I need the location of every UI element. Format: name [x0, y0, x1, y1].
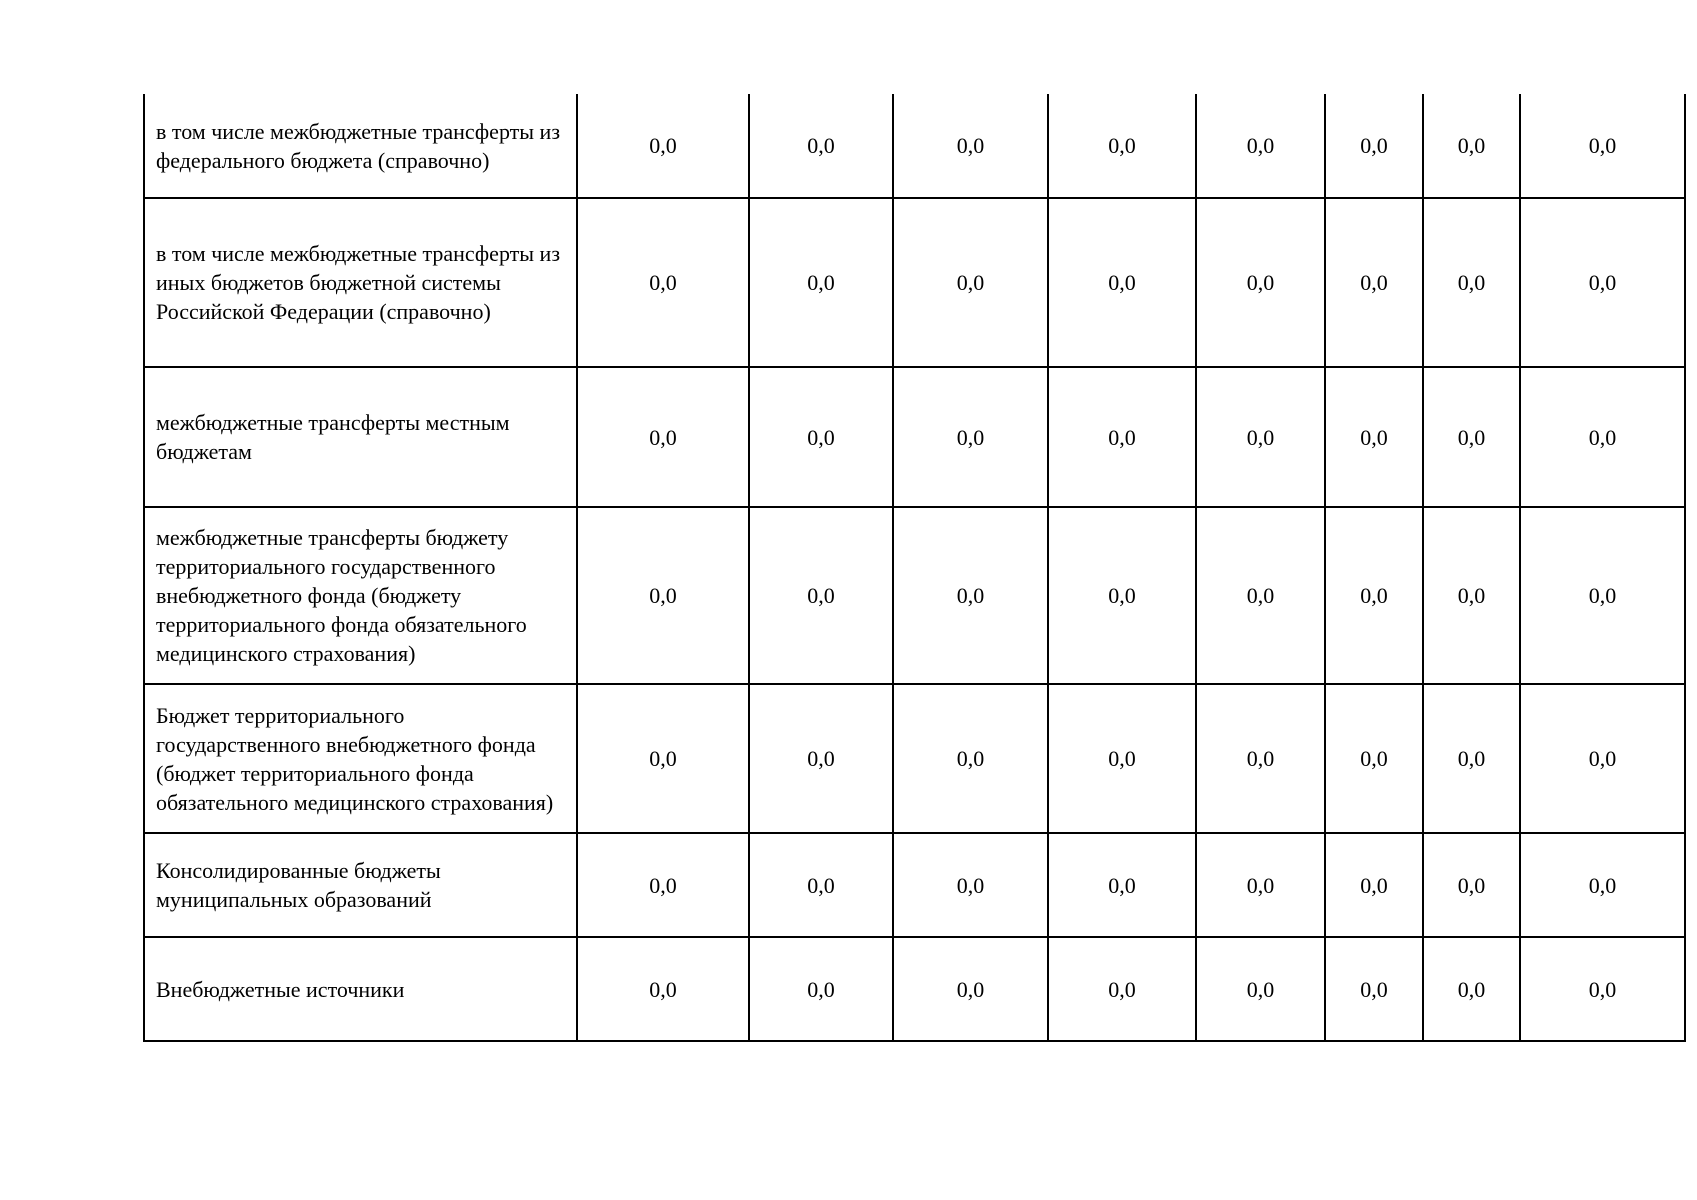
- value-cell: 0,0: [1520, 94, 1685, 198]
- value-cell: 0,0: [1325, 937, 1423, 1041]
- value-cell: 0,0: [1048, 507, 1196, 684]
- row-label: Бюджет территориального государственного внебюджетного фонда (бюджет территориального фонда обязательного медицинского страхования): [144, 684, 577, 833]
- table-row: [144, 833, 1685, 937]
- table-row: [144, 94, 1685, 198]
- value-cell: 0,0: [893, 94, 1048, 198]
- table-row: [144, 507, 1685, 684]
- row-label: в том числе межбюджетные трансферты из федерального бюджета (справочно): [144, 94, 577, 198]
- value-cell: 0,0: [1325, 198, 1423, 367]
- row-label: Внебюджетные источники: [144, 937, 577, 1041]
- value-cell: 0,0: [1520, 507, 1685, 684]
- value-cell: 0,0: [1520, 367, 1685, 507]
- value-cell: 0,0: [1520, 937, 1685, 1041]
- value-cell: 0,0: [1325, 367, 1423, 507]
- value-cell: 0,0: [1520, 198, 1685, 367]
- value-cell: 0,0: [1325, 833, 1423, 937]
- value-cell: 0,0: [749, 937, 893, 1041]
- value-cell: 0,0: [1423, 833, 1520, 937]
- table-row: [144, 367, 1685, 507]
- value-cell: 0,0: [577, 507, 749, 684]
- value-cell: 0,0: [1048, 198, 1196, 367]
- value-cell: 0,0: [1423, 937, 1520, 1041]
- budget-table: [143, 94, 1686, 1042]
- value-cell: 0,0: [1196, 937, 1325, 1041]
- value-cell: 0,0: [1423, 198, 1520, 367]
- value-cell: 0,0: [893, 937, 1048, 1041]
- value-cell: 0,0: [577, 94, 749, 198]
- table-row: [144, 937, 1685, 1041]
- value-cell: 0,0: [749, 833, 893, 937]
- value-cell: 0,0: [749, 684, 893, 833]
- value-cell: 0,0: [577, 367, 749, 507]
- value-cell: 0,0: [1048, 937, 1196, 1041]
- value-cell: 0,0: [1048, 367, 1196, 507]
- value-cell: 0,0: [1325, 684, 1423, 833]
- value-cell: 0,0: [1196, 684, 1325, 833]
- value-cell: 0,0: [1196, 198, 1325, 367]
- row-label: межбюджетные трансферты бюджету территориального государственного внебюджетного фонда (бюджету территориального фонда обязательного медицинского страхования): [144, 507, 577, 684]
- table-row: [144, 198, 1685, 367]
- value-cell: 0,0: [1325, 94, 1423, 198]
- value-cell: 0,0: [577, 833, 749, 937]
- value-cell: 0,0: [893, 367, 1048, 507]
- value-cell: 0,0: [1196, 507, 1325, 684]
- value-cell: 0,0: [1196, 94, 1325, 198]
- value-cell: 0,0: [749, 198, 893, 367]
- value-cell: 0,0: [893, 507, 1048, 684]
- value-cell: 0,0: [749, 507, 893, 684]
- value-cell: 0,0: [1048, 94, 1196, 198]
- value-cell: 0,0: [893, 198, 1048, 367]
- table-row: [144, 684, 1685, 833]
- value-cell: 0,0: [1423, 94, 1520, 198]
- row-label: Консолидированные бюджеты муниципальных образований: [144, 833, 577, 937]
- value-cell: 0,0: [577, 198, 749, 367]
- value-cell: 0,0: [577, 937, 749, 1041]
- value-cell: 0,0: [893, 833, 1048, 937]
- value-cell: 0,0: [749, 94, 893, 198]
- value-cell: 0,0: [1048, 833, 1196, 937]
- value-cell: 0,0: [1196, 833, 1325, 937]
- value-cell: 0,0: [1520, 833, 1685, 937]
- value-cell: 0,0: [577, 684, 749, 833]
- value-cell: 0,0: [1196, 367, 1325, 507]
- value-cell: 0,0: [1520, 684, 1685, 833]
- value-cell: 0,0: [1423, 507, 1520, 684]
- value-cell: 0,0: [1325, 507, 1423, 684]
- value-cell: 0,0: [1423, 367, 1520, 507]
- value-cell: 0,0: [1048, 684, 1196, 833]
- row-label: межбюджетные трансферты местным бюджетам: [144, 367, 577, 507]
- value-cell: 0,0: [893, 684, 1048, 833]
- value-cell: 0,0: [749, 367, 893, 507]
- row-label: в том числе межбюджетные трансферты из иных бюджетов бюджетной системы Российской Федерации (справочно): [144, 198, 577, 367]
- value-cell: 0,0: [1423, 684, 1520, 833]
